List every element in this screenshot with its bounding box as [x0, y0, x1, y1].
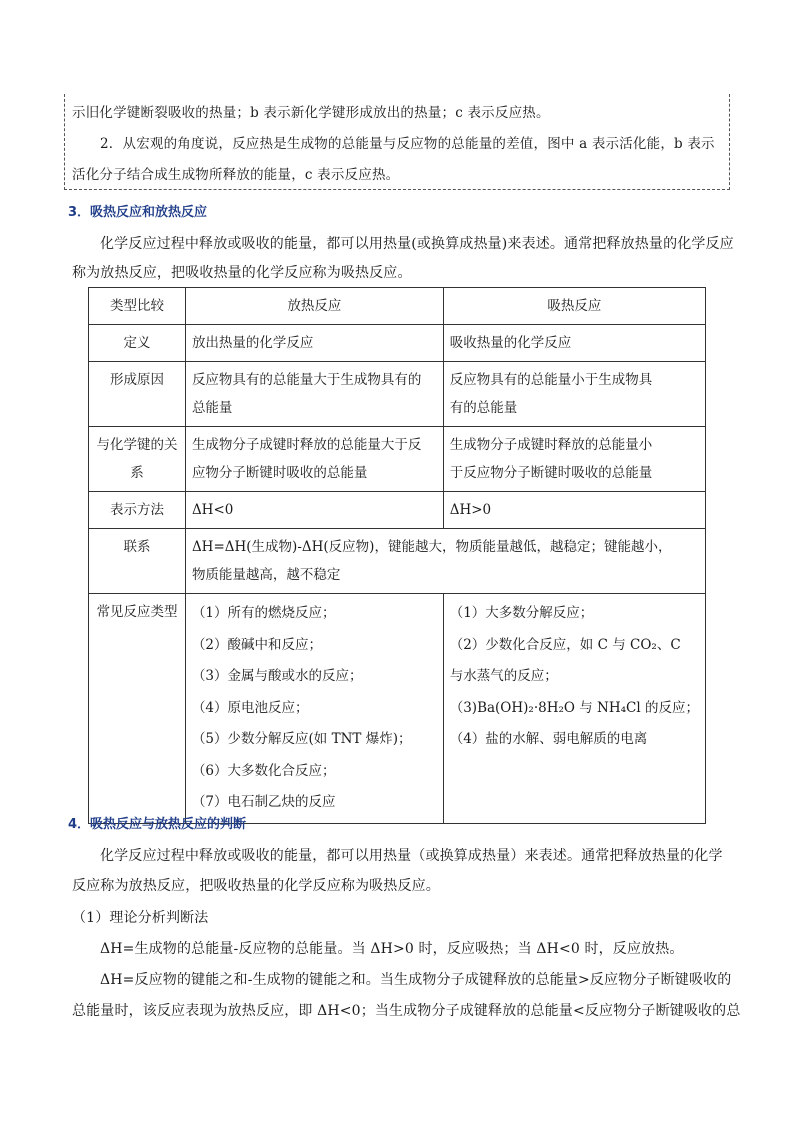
- section-4-subheading: （1）理论分析判断法: [72, 910, 209, 926]
- section-4-line-b2: 总能量时，该反应表现为放热反应，即 ΔH<0；当生成物分子成键释放的总能量<反应物分子断键吸收的总: [72, 1003, 741, 1019]
- list-item: （1）所有的燃烧反应；: [191, 605, 336, 621]
- exo-cell: [185, 325, 443, 362]
- endo-text: ΔH>0: [449, 502, 492, 518]
- exo-text: 总能量: [191, 400, 233, 416]
- list-item: （7）电石制乙炔的反应: [191, 794, 336, 810]
- table-row: [89, 427, 706, 492]
- header-endothermic: 吸热反应: [443, 288, 705, 325]
- table-row: [89, 492, 706, 529]
- endo-text: 有的总能量: [449, 400, 518, 416]
- exo-text: 应物分子断键时吸收的总能量: [191, 465, 368, 481]
- relation-text: 物质能量越高，越不稳定: [191, 567, 341, 583]
- relation-text: ΔH=ΔH(生成物)-ΔH(反应物)，键能越大，物质能量越低，越稳定；键能越小，: [191, 539, 672, 555]
- list-item: （6）大多数化合反应；: [191, 762, 336, 779]
- row-label: 形成原因: [89, 362, 186, 427]
- exo-text: ΔH<0: [191, 502, 234, 518]
- note-line-1: 示旧化学键断裂吸收的热量；b 表示新化学键形成放出的热量；c 表示反应热。: [72, 105, 550, 121]
- section-4-para-line-1: 化学反应过程中释放或吸收的能量，都可以用热量（或换算成热量）来表述。通常把释放热量的化学: [100, 848, 723, 864]
- endo-text: 反应物具有的总能量小于生成物具: [449, 372, 653, 388]
- endo-types-cell: [443, 594, 705, 824]
- table-row: [89, 325, 706, 362]
- endo-text: 于反应物分子断键时吸收的总能量: [449, 465, 653, 481]
- endo-text: 吸收热量的化学反应: [449, 335, 572, 351]
- header-exothermic: 放热反应: [185, 288, 443, 325]
- exo-text: 放出热量的化学反应: [191, 335, 314, 351]
- exo-cell: [185, 362, 443, 427]
- exo-text: 反应物具有的总能量大于生成物具有的: [191, 372, 422, 388]
- list-item: （3)Ba(OH)₂·8H₂O 与 NH₄Cl 的反应；: [449, 699, 699, 716]
- section-3-para-line-2: 称为放热反应，把吸收热量的化学反应称为吸热反应。: [72, 265, 412, 281]
- exo-types-cell: [185, 594, 443, 824]
- exo-text: 生成物分子成键时释放的总能量大于反: [191, 437, 422, 453]
- endo-cell: [443, 362, 705, 427]
- endo-cell: [443, 427, 705, 492]
- row-label: 表示方法: [89, 492, 186, 529]
- endo-cell: [443, 325, 705, 362]
- list-item: （3）金属与酸或水的反应；: [191, 668, 363, 684]
- list-item: （1）大多数分解反应；: [449, 605, 594, 621]
- note-line-3: 活化分子结合成生成物所释放的能量，c 表示反应热。: [72, 167, 400, 183]
- list-item: 与水蒸气的反应；: [449, 668, 558, 684]
- list-item: （2）少数化合反应，如 C 与 CO₂、C: [449, 636, 681, 653]
- table-row: [89, 362, 706, 427]
- row-label: 联系: [89, 529, 186, 594]
- list-item: （5）少数分解反应(如 TNT 爆炸)；: [191, 731, 412, 747]
- relation-cell: [185, 529, 705, 594]
- table-row: [89, 594, 706, 824]
- section-4-line-a: ΔH=生成物的总能量-反应物的总能量。当 ΔH>0 时，反应吸热；当 ΔH<0 时，反应放热。: [100, 941, 684, 957]
- header-type-compare: 类型比较: [89, 288, 186, 325]
- section-3-title: 3．吸热反应和放热反应: [68, 205, 208, 220]
- section-3-para-line-1: 化学反应过程中释放或吸收的能量，都可以用热量(或换算成热量)来表述。通常把释放热量的化学反应: [100, 236, 734, 252]
- exo-cell: [185, 492, 443, 529]
- table-row: [89, 529, 706, 594]
- exo-cell: [185, 427, 443, 492]
- comparison-table: [88, 287, 706, 824]
- table-header-row: [89, 288, 706, 325]
- section-4-title: 4．吸热反应与放热反应的判断: [68, 817, 247, 832]
- note-line-2: 2．从宏观的角度说，反应热是生成物的总能量与反应物的总能量的差值，图中 a 表示活化能，b 表示: [100, 136, 715, 152]
- row-label: 常见反应类型: [89, 594, 186, 824]
- endo-text: 生成物分子成键时释放的总能量小: [449, 437, 653, 453]
- endo-cell: [443, 492, 705, 529]
- list-item: （4）原电池反应；: [191, 699, 309, 716]
- list-item: （2）酸碱中和反应；: [191, 636, 323, 653]
- list-item: （4）盐的水解、弱电解质的电离: [449, 731, 648, 747]
- row-label: 定义: [89, 325, 186, 362]
- section-4-line-b1: ΔH=反应物的键能之和-生成物的键能之和。当生成物分子成键释放的总能量>反应物分子断键吸收的: [100, 972, 732, 988]
- row-label: 与化学键的关系: [89, 427, 186, 492]
- section-4-para-line-2: 反应称为放热反应，把吸收热量的化学反应称为吸热反应。: [72, 878, 440, 894]
